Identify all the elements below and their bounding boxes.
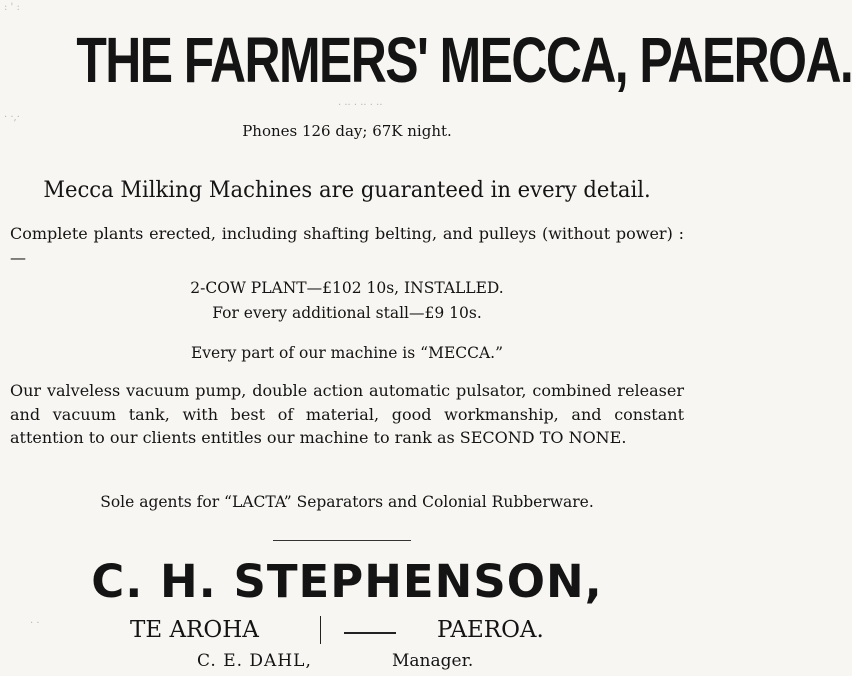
town-separator: [320, 616, 321, 644]
subheadline: Mecca Milking Machines are guaranteed in every detail.: [43, 178, 651, 203]
bleed-through-text: · ·,·: [4, 112, 20, 123]
price-line-additional-stall: For every additional stall—£9 10s.: [212, 304, 482, 322]
manager-name: C. E. DAHL,: [197, 651, 312, 671]
every-part-line: Every part of our machine is “MECCA.”: [190, 344, 504, 362]
town-te-aroha: TE AROHA: [130, 617, 259, 643]
town-paeroa: PAEROA.: [437, 617, 544, 643]
bleed-through-text: · ·: [30, 618, 40, 629]
town-dash: [344, 632, 396, 634]
divider-rule: [273, 540, 411, 541]
phone-numbers: Phones 126 day; 67K night.: [242, 122, 452, 140]
manager-title: Manager.: [392, 651, 474, 671]
bleed-through-text: · ·· · ·· · ··: [338, 100, 383, 111]
plants-paragraph: Complete plants erected, including shafting belting, and pulleys (without power) :—: [10, 224, 684, 267]
agents-line: Sole agents for “LACTA” Separators and Colonial Rubberware.: [100, 493, 594, 511]
price-line-two-cow-plant: 2-COW PLANT—£102 10s, INSTALLED.: [190, 279, 504, 297]
bleed-through-text: : ' :: [4, 2, 20, 13]
company-name: C. H. STEPHENSON,: [91, 555, 603, 608]
features-paragraph: Our valveless vacuum pump, double action automatic pulsator, combined releaser and vacuum tank, with best of material, good workmanship, and constant attention to our clients entitles our machine to rank as SECOND TO NONE.: [10, 381, 684, 447]
headline: THE FARMERS' MECCA, PAEROA.: [76, 24, 852, 96]
